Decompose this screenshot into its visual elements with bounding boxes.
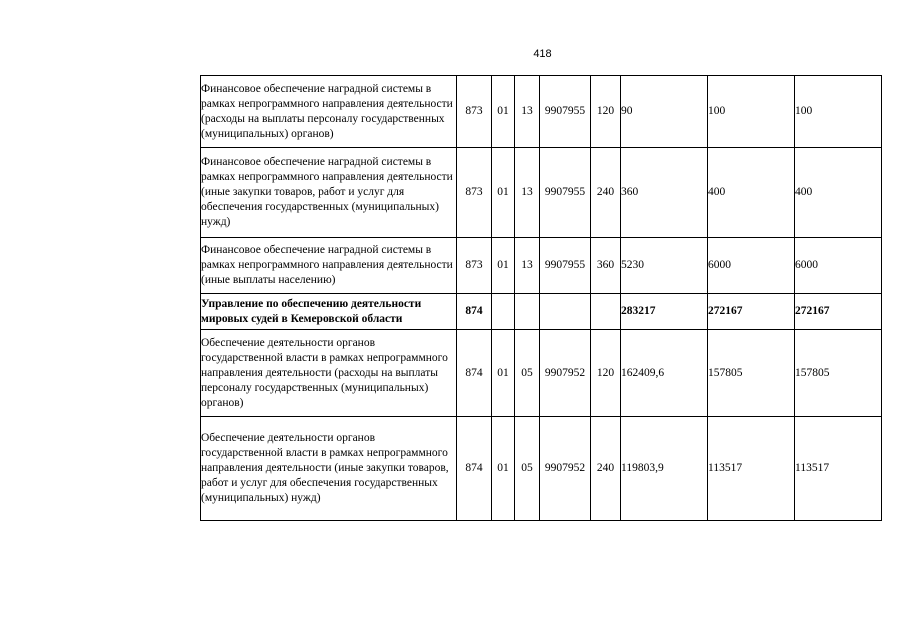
section-code xyxy=(492,294,515,330)
amount-year-2: 157805 xyxy=(708,330,795,417)
row-description: Финансовое обеспечение наградной системы в рамках непрограммного направления деятельности (иные закупки товаров, работ и услуг для обеспечения государственных (муниципальных) нужд) xyxy=(201,148,457,238)
target-article-code xyxy=(540,294,591,330)
ministry-code: 874 xyxy=(457,330,492,417)
amount-year-1: 90 xyxy=(621,76,708,148)
table-row xyxy=(201,76,882,148)
section-code: 01 xyxy=(492,330,515,417)
amount-year-1: 162409,6 xyxy=(621,330,708,417)
section-code: 01 xyxy=(492,417,515,521)
section-code: 01 xyxy=(492,238,515,294)
expense-type-code: 240 xyxy=(591,417,621,521)
row-description: Управление по обеспечению деятельности мировых судей в Кемеровской области xyxy=(201,294,457,330)
row-description: Обеспечение деятельности органов государственной власти в рамках непрограммного направления деятельности (расходы на выплаты персоналу государственных (муниципальных) органов) xyxy=(201,330,457,417)
ministry-code: 874 xyxy=(457,294,492,330)
subsection-code: 13 xyxy=(515,148,540,238)
section-code: 01 xyxy=(492,76,515,148)
expense-type-code: 360 xyxy=(591,238,621,294)
row-description: Финансовое обеспечение наградной системы в рамках непрограммного направления деятельности (расходы на выплаты персоналу государственных (муниципальных) органов) xyxy=(201,76,457,148)
amount-year-1: 5230 xyxy=(621,238,708,294)
subsection-code: 05 xyxy=(515,417,540,521)
amount-year-3: 6000 xyxy=(795,238,882,294)
table-row xyxy=(201,238,882,294)
expense-type-code: 120 xyxy=(591,76,621,148)
amount-year-2: 6000 xyxy=(708,238,795,294)
expense-type-code: 120 xyxy=(591,330,621,417)
expense-type-code: 240 xyxy=(591,148,621,238)
amount-year-3: 113517 xyxy=(795,417,882,521)
row-description: Финансовое обеспечение наградной системы в рамках непрограммного направления деятельности (иные выплаты населению) xyxy=(201,238,457,294)
amount-year-3: 157805 xyxy=(795,330,882,417)
ministry-code: 873 xyxy=(457,148,492,238)
ministry-code: 874 xyxy=(457,417,492,521)
subsection-code: 13 xyxy=(515,76,540,148)
target-article-code: 9907955 xyxy=(540,238,591,294)
table-row xyxy=(201,330,882,417)
amount-year-2: 400 xyxy=(708,148,795,238)
subsection-code: 13 xyxy=(515,238,540,294)
amount-year-1: 360 xyxy=(621,148,708,238)
table-row xyxy=(201,417,882,521)
ministry-code: 873 xyxy=(457,238,492,294)
amount-year-3: 100 xyxy=(795,76,882,148)
amount-year-1: 119803,9 xyxy=(621,417,708,521)
row-description: Обеспечение деятельности органов государственной власти в рамках непрограммного направления деятельности (иные закупки товаров, работ и услуг для обеспечения государственных (муниципальных) нужд) xyxy=(201,417,457,521)
target-article-code: 9907955 xyxy=(540,76,591,148)
amount-year-3: 400 xyxy=(795,148,882,238)
amount-year-2: 100 xyxy=(708,76,795,148)
budget-table xyxy=(200,75,882,521)
amount-year-2: 272167 xyxy=(708,294,795,330)
ministry-code: 873 xyxy=(457,76,492,148)
amount-year-1: 283217 xyxy=(621,294,708,330)
expense-type-code xyxy=(591,294,621,330)
amount-year-2: 113517 xyxy=(708,417,795,521)
table-row xyxy=(201,148,882,238)
page-number: 418 xyxy=(533,48,552,60)
target-article-code: 9907952 xyxy=(540,417,591,521)
target-article-code: 9907955 xyxy=(540,148,591,238)
amount-year-3: 272167 xyxy=(795,294,882,330)
table-row-department-total xyxy=(201,294,882,330)
section-code: 01 xyxy=(492,148,515,238)
subsection-code: 05 xyxy=(515,330,540,417)
target-article-code: 9907952 xyxy=(540,330,591,417)
subsection-code xyxy=(515,294,540,330)
